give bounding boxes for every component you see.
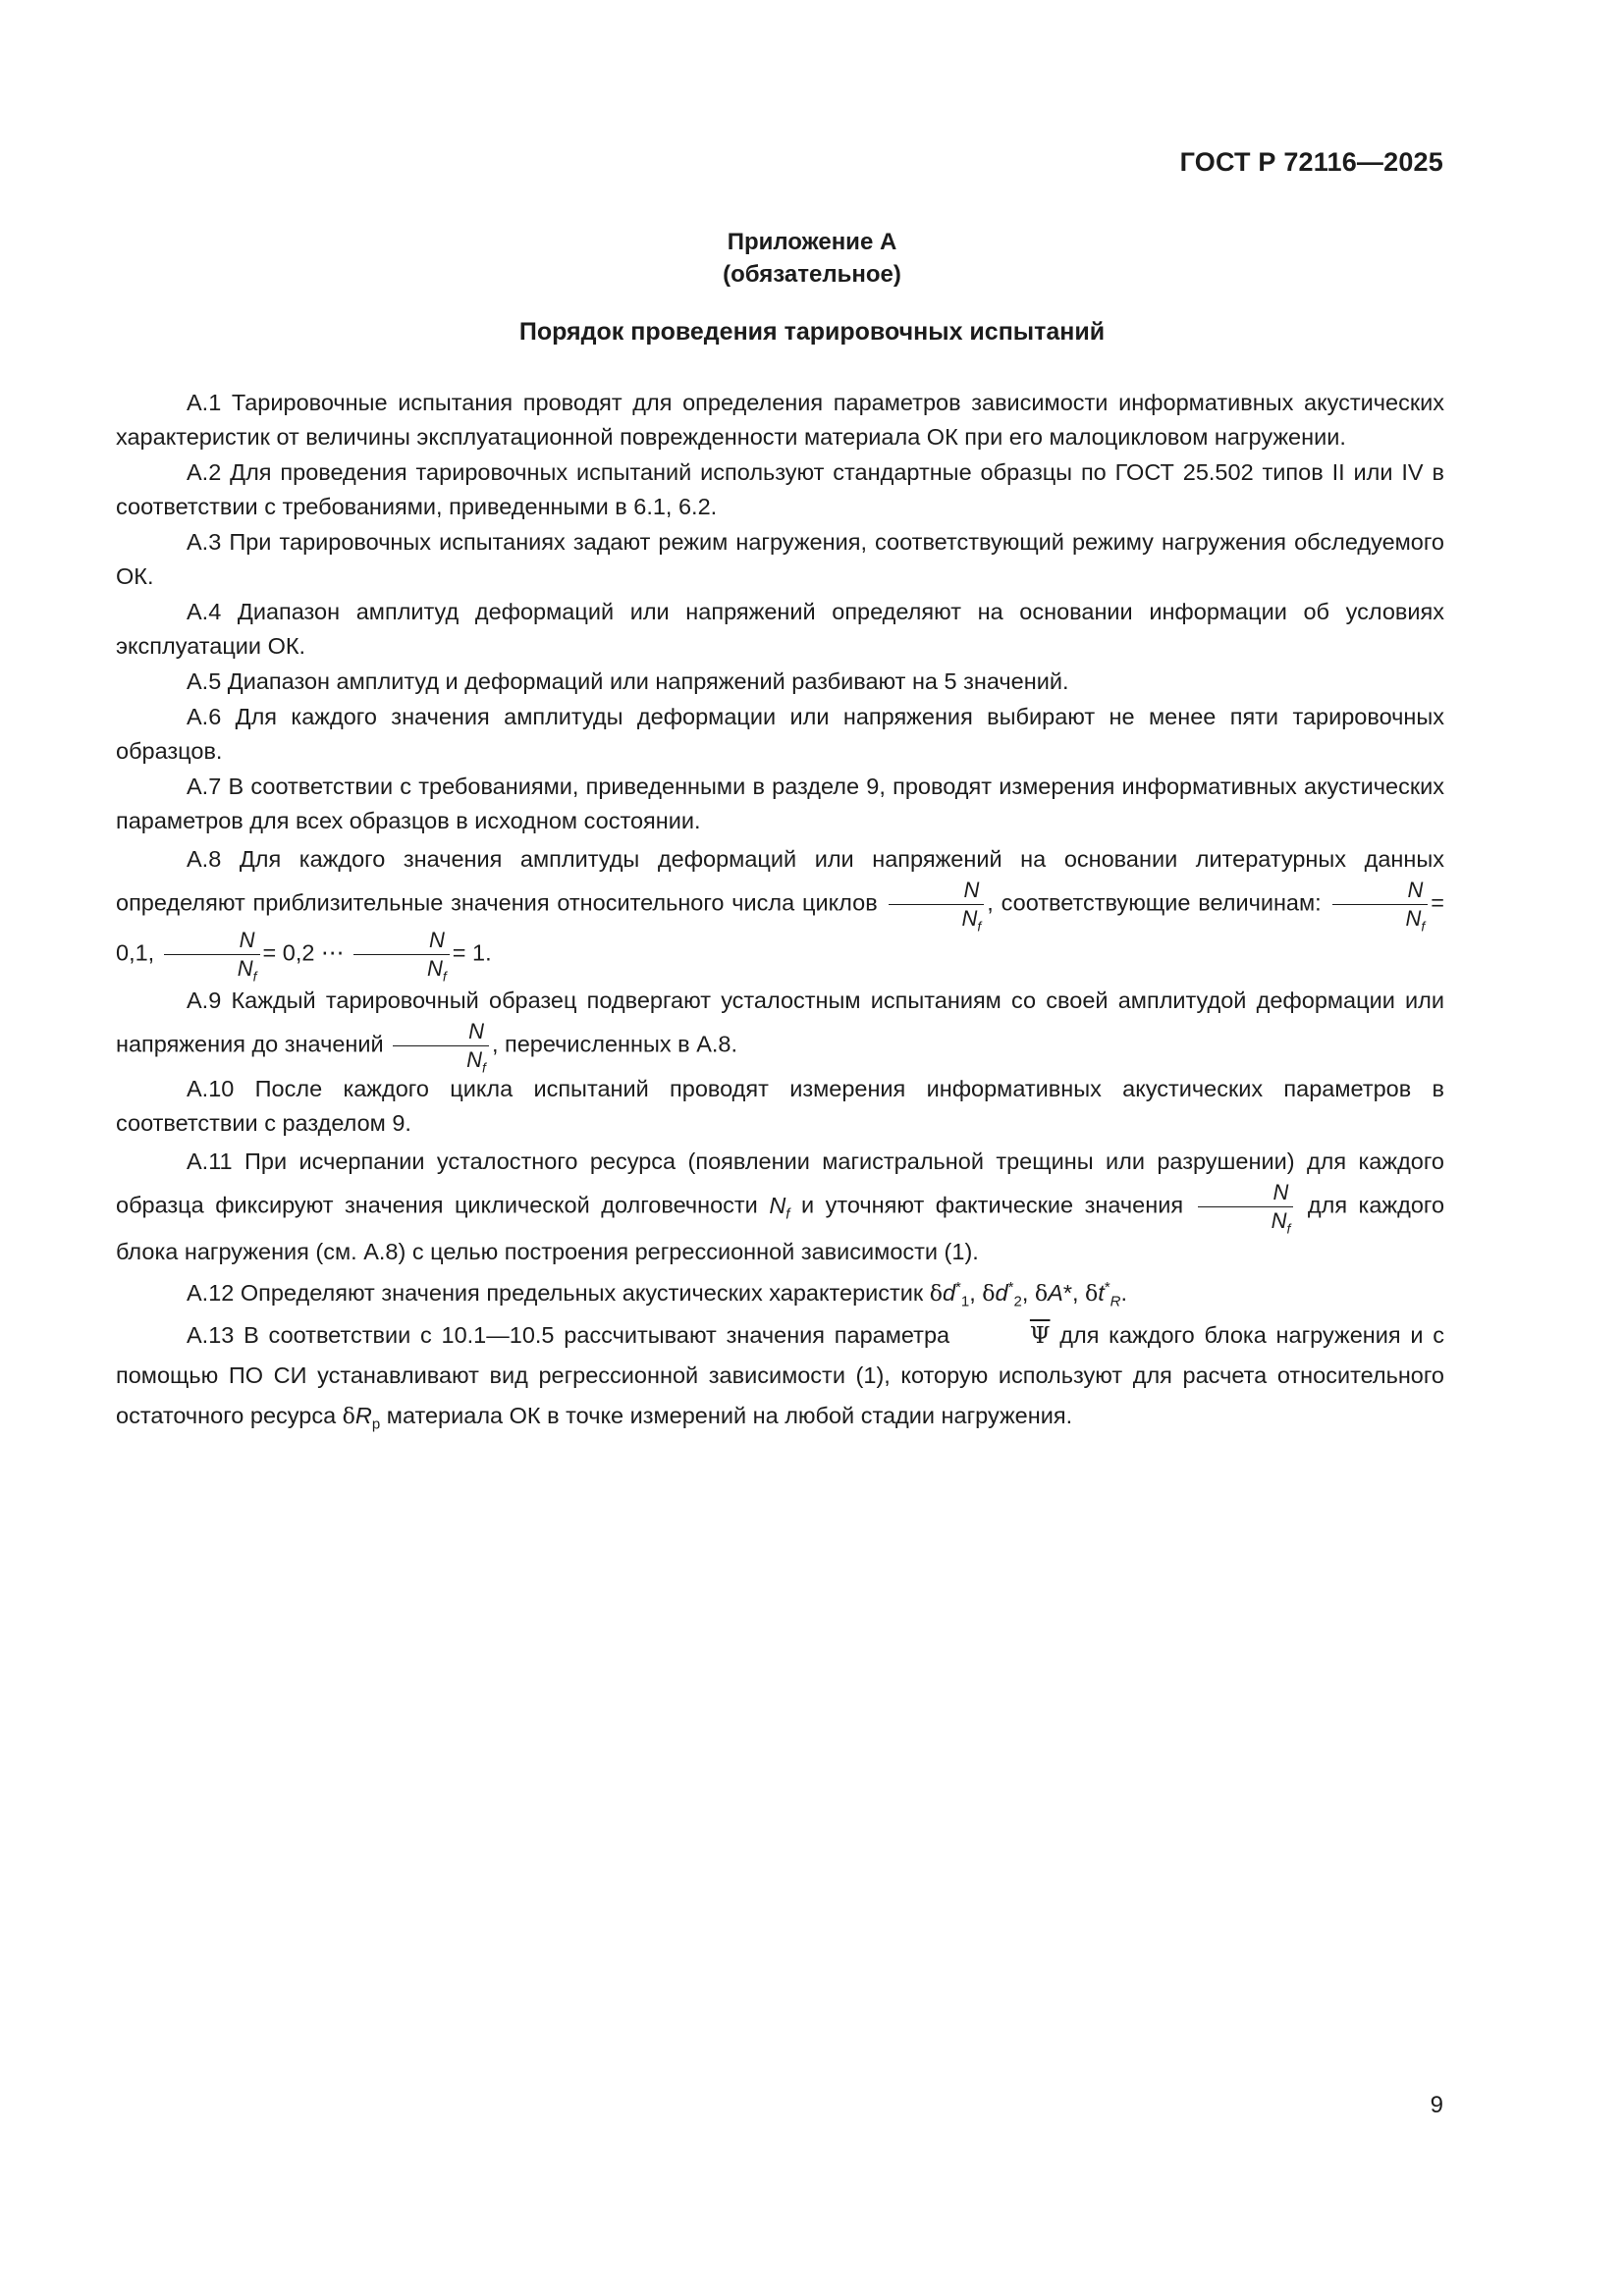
symbol-delta-d1: $\delta d^*_1$ xyxy=(929,1279,970,1310)
paragraph-a4: А.4 Диапазон амплитуд деформаций или напряжений определяют на основании информации об условиях эксплуатации ОК. xyxy=(116,599,1444,659)
paragraph-a11 xyxy=(116,1142,1444,1272)
a8-value-3: = 1. xyxy=(452,939,492,966)
fraction-n-nf: $\frac{N}{N_f}$ xyxy=(164,930,260,980)
a11-mid: и уточняют фактические значения xyxy=(800,1192,1184,1218)
fraction-n-nf: $\frac{N}{N_f}$ xyxy=(393,1021,489,1071)
annex-body xyxy=(116,386,1444,1438)
a8-value-2: = 0,2 xyxy=(262,939,315,966)
annex-status: (обязательное) xyxy=(723,261,901,288)
paragraph-a13 xyxy=(116,1315,1444,1437)
paragraph-a5: А.5 Диапазон амплитуд и деформаций или напряжений разбивают на 5 значений. xyxy=(187,668,1069,694)
symbol-delta-rp: $\delta R_p$ xyxy=(342,1403,381,1433)
a13-tail: для каждого блока нагружения и с помощью ПО СИ устанавливают вид регрессионной зависимости (1), которую используют для расчета относительного остаточного ресурса xyxy=(116,1322,1445,1428)
paragraph-a9 xyxy=(116,981,1444,1076)
a8-ellipsis: ⋯ xyxy=(320,939,345,966)
symbol-nf: $N_f$ xyxy=(769,1192,790,1223)
fraction-n-nf: $\frac{N}{N_f}$ xyxy=(1198,1182,1294,1232)
fraction-n-nf: $\frac{N}{N_f}$ xyxy=(1332,880,1429,930)
paragraph-a10: А.10 После каждого цикла испытаний проводят измерения информативных акустических параметров в соответствии с разделом 9. xyxy=(116,1076,1444,1136)
paragraph-a3: А.3 При тарировочных испытаниях задают режим нагружения, соответствующий режиму нагружения обследуемого ОК. xyxy=(116,529,1444,589)
fraction-n-nf: $\frac{N}{N_f}$ xyxy=(889,880,985,930)
document-code: ГОСТ Р 72116—2025 xyxy=(1179,147,1443,177)
paragraph-a7: А.7 В соответствии с требованиями, приведенными в разделе 9, проводят измерения информативных акустических параметров для всех образцов в исходном состоянии. xyxy=(116,774,1444,833)
a12-text: А.12 Определяют значения предельных акустических характеристик xyxy=(187,1280,924,1306)
a8-value-1: = 0,1, xyxy=(116,889,1445,966)
symbol-delta-d2: $\delta d^*_2$ xyxy=(982,1279,1022,1310)
a11-text: А.11 При исчерпании усталостного ресурса (появлении магистральной трещины или разрушении) для каждого образца фиксируют значения циклической долговечности xyxy=(116,1148,1444,1218)
a13-text: А.13 В соответствии с 10.1—10.5 рассчитывают значения параметра xyxy=(187,1322,950,1348)
fraction-n-nf: $\frac{N}{N_f}$ xyxy=(353,930,450,980)
a9-text: А.9 Каждый тарировочный образец подвергают усталостным испытаниям со своей амплитудой деформации или напряжения до значений xyxy=(116,988,1444,1057)
page-number: 9 xyxy=(1430,2092,1443,2118)
paragraph-a12: А.12 Определяют значения предельных акустических характеристик $\delta d^*_1$, $\delta d^*_2$, δA*, $\delta t^*_R$. xyxy=(187,1279,1128,1310)
a8-text: А.8 Для каждого значения амплитуды деформаций или напряжений на основании литературных данных определяют приблизительные значения относительного числа циклов xyxy=(116,846,1444,916)
a11-tail: для каждого блока нагружения (см. А.8) с целью построения регрессионной зависимости (1). xyxy=(116,1192,1445,1264)
paragraph-a2: А.2 Для проведения тарировочных испытаний используют стандартные образцы по ГОСТ 25.502 типов II или IV в соответствии с требованиями, приведенными в 6.1, 6.2. xyxy=(116,459,1444,519)
annex-heading xyxy=(0,226,1624,291)
symbol-delta-a: δA* xyxy=(1034,1280,1072,1307)
a8-mid: , соответствующие величинам: xyxy=(987,889,1322,916)
a9-tail: , перечисленных в А.8. xyxy=(491,1031,737,1057)
paragraph-a1: А.1 Тарировочные испытания проводят для определения параметров зависимости информативных акустических характеристик от величины эксплуатационной поврежденности материала ОК при его малоцикловом нагружении. xyxy=(116,390,1444,450)
paragraph-a8 xyxy=(116,839,1445,985)
annex-label: Приложение А xyxy=(727,229,897,255)
symbol-delta-tr: $\delta t^*_R$ xyxy=(1085,1279,1121,1310)
symbol-psi-bar: $\overline{\Psi}$ xyxy=(1029,1321,1051,1349)
a13-end: материала ОК в точке измерений на любой стадии нагружения. xyxy=(386,1403,1073,1428)
paragraph-a6: А.6 Для каждого значения амплитуды деформации или напряжения выбирают не менее пяти тарировочных образцов. xyxy=(116,704,1444,764)
annex-title: Порядок проведения тарировочных испытаний xyxy=(518,318,1106,346)
